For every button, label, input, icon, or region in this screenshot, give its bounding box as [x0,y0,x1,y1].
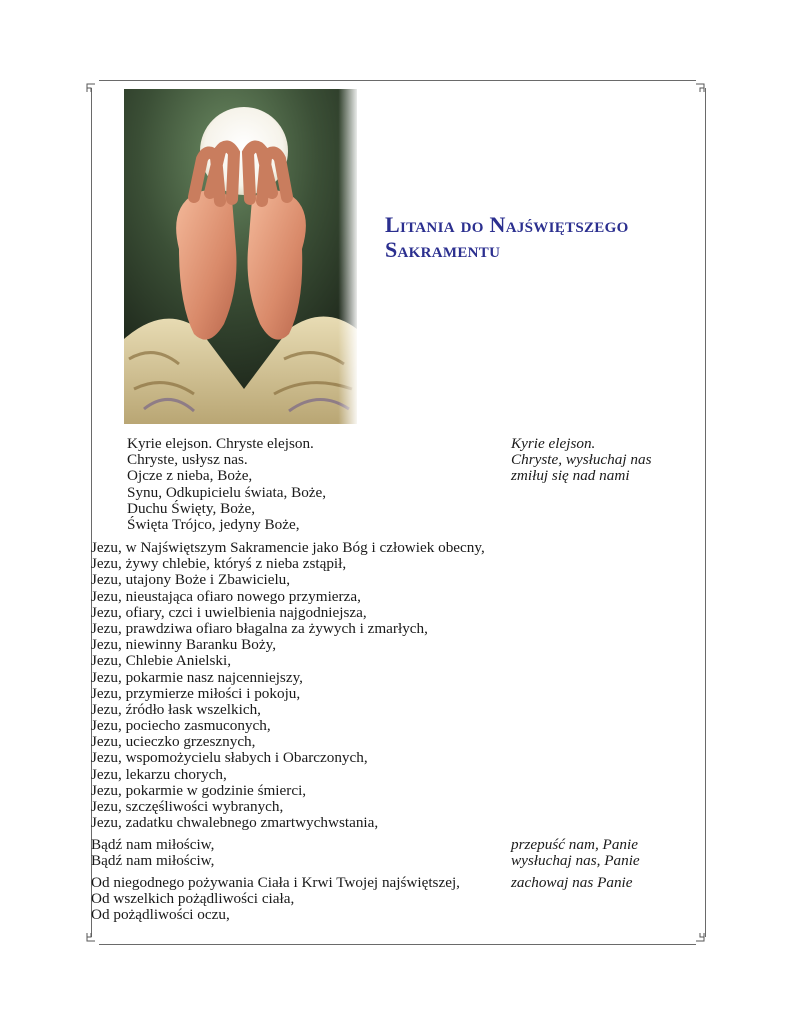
invocation-line: Kyrie elejson. Chryste elejson. [127,435,314,452]
corner-ornament-icon [86,932,96,942]
opening-invocations [127,436,326,533]
invocation-line: Jezu, pociecho zasmuconych, [91,717,271,735]
invocation-line: Duchu Święty, Boże, [127,499,256,517]
response-line: zmiłuj się nad nami [511,467,630,485]
invocation-line: Jezu, przymierze miłości i pokoju, [91,684,301,702]
invocation-line: Jezu, lekarzu chorych, [91,765,227,783]
invocation-line: Jezu, pokarmie nasz najcenniejszy, [91,668,303,686]
host-elevation-image [124,89,357,424]
invocation-line: Ojcze z nieba, Boże, [127,467,253,485]
jezu-invocations [91,540,485,831]
invocation-line: Jezu, Chlebie Anielski, [91,652,232,670]
invocation-line: Jezu, w Najświętszym Sakramencie jako Bóg i człowiek obecny, [91,539,485,556]
invocation-line: Jezu, szczęśliwości wybranych, [91,798,284,815]
invocation-line: Jezu, źródło łask wszelkich, [91,700,261,718]
response-line: przepuść nam, Panie [511,836,638,853]
corner-ornament-icon [695,932,705,942]
invocation-line: Jezu, wspomożycielu słabych i Obarczonych, [91,749,368,767]
invocation-line: Święta Trójco, jedyny Boże, [127,515,300,533]
corner-ornament-icon [86,83,96,93]
invocation-line: Chryste, usłysz nas. [127,451,248,469]
invocation-line: Jezu, nieustająca ofiaro nowego przymierza, [91,587,361,605]
response-line: Kyrie elejson. [511,435,596,452]
invocation-line: Jezu, utajony Boże i Zbawicielu, [91,571,291,589]
deliver-invocations [91,875,460,924]
invocation-line: Bądź nam miłościw, [91,836,215,853]
response-line: zachowaj nas Panie [511,874,633,891]
invocation-line: Jezu, niewinny Baranku Boży, [91,636,277,654]
title-line: Sakramentu [385,237,501,262]
invocation-line: Od wszelkich pożądliwości ciała, [91,890,295,908]
corner-ornament-icon [695,83,705,93]
invocation-line: Jezu, pokarmie w godzinie śmierci, [91,781,307,799]
invocation-line: Jezu, ucieczko grzesznych, [91,733,256,751]
invocation-line: Bądź nam miłościw, [91,852,215,870]
invocation-line: Synu, Odkupicielu świata, Boże, [127,483,327,501]
invocation-line: Od niegodnego pożywania Ciała i Krwi Twojej najświętszej, [91,874,460,891]
response-line: wysłuchaj nas, Panie [511,852,640,870]
opening-responses [511,436,651,485]
frame-top-rule [99,80,696,81]
deliver-responses [511,875,633,891]
mercy-responses [511,837,640,869]
mercy-invocations [91,837,214,869]
title-line: Litania do Najświętszego [385,212,629,237]
response-line: Chryste, wysłuchaj nas [511,451,652,469]
invocation-line: Jezu, ofiary, czci i uwielbienia najgodniejsza, [91,603,367,621]
invocation-line: Jezu, zadatku chwalebnego zmartwychwstania, [91,814,379,832]
invocation-line: Od pożądliwości oczu, [91,906,230,924]
invocation-line: Jezu, żywy chlebie, któryś z nieba zstąpił, [91,555,347,573]
host-elevation-photo [124,89,357,424]
page-title [385,212,715,262]
frame-bottom-rule [99,944,696,945]
invocation-line: Jezu, prawdziwa ofiaro błagalna za żywych i zmarłych, [91,619,428,637]
